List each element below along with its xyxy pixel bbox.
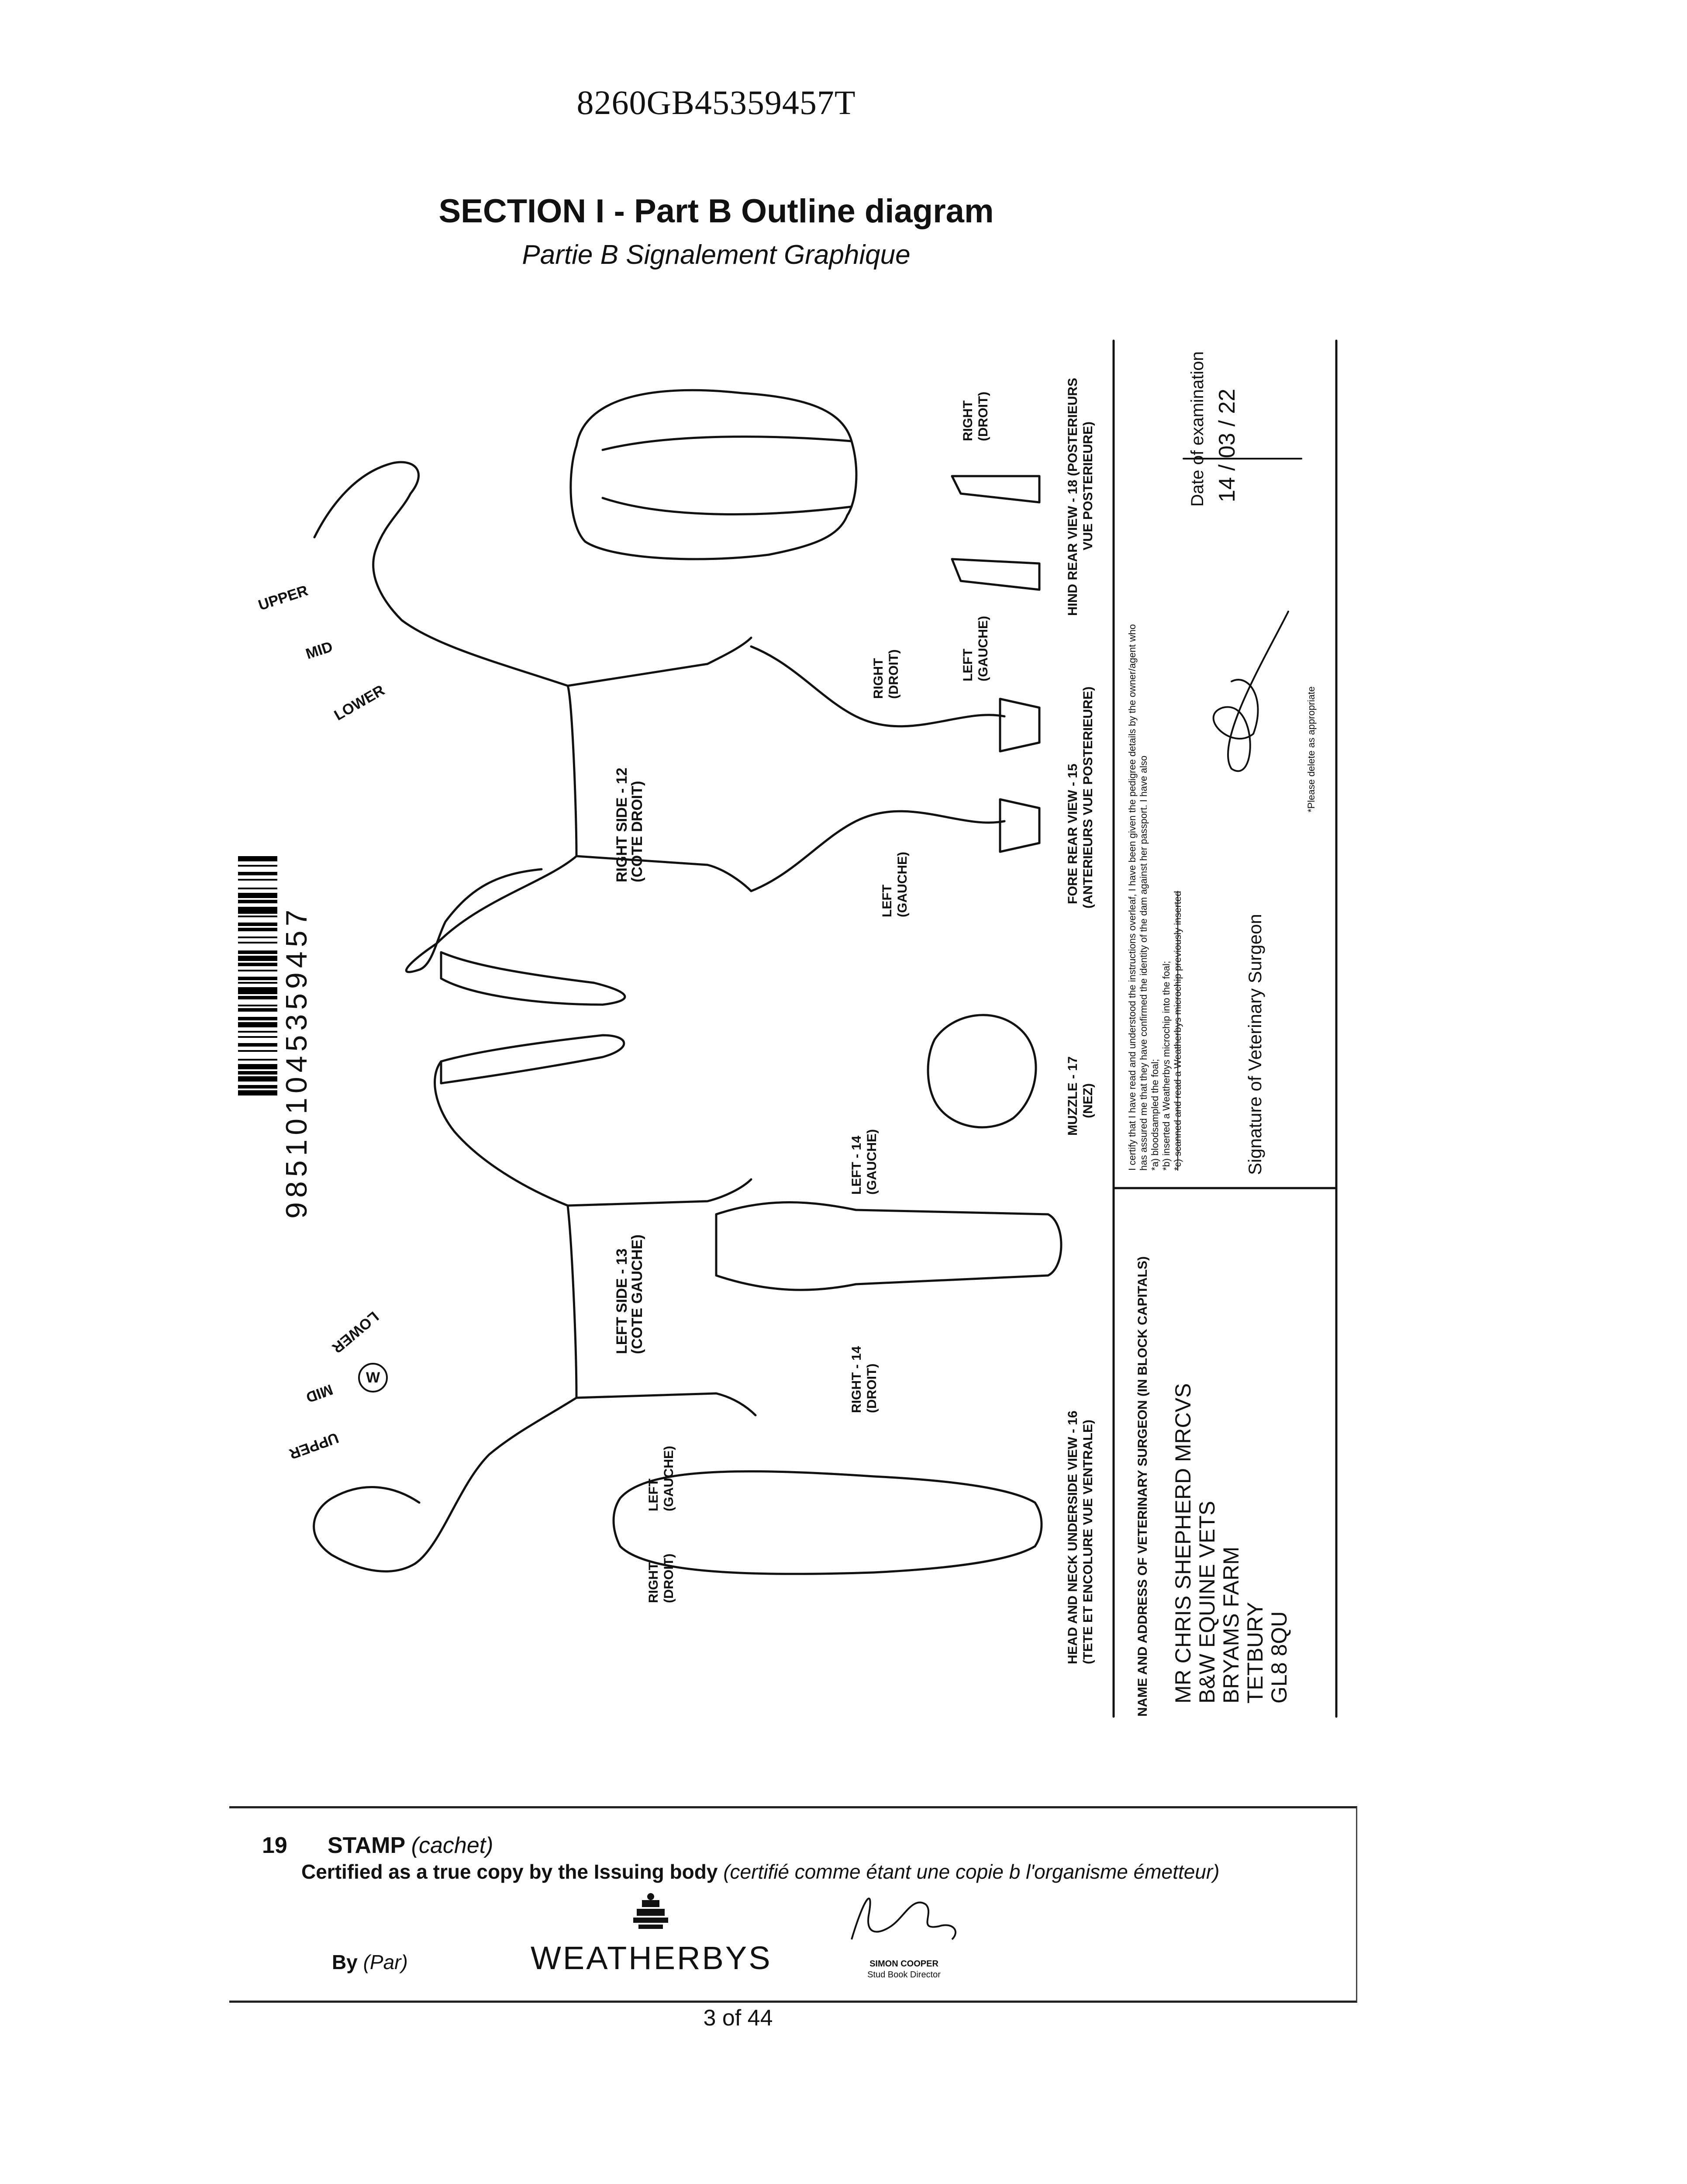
vet-address-line-4: TETBURY [1243,1602,1267,1704]
label-head-neck-view: HEAD AND NECK UNDERSIDE VIEW - 16 [1066,1410,1080,1664]
signer-name: SIMON COOPER [869,1959,938,1969]
label-head-right-fr: (DROIT) [662,1553,676,1603]
label-hind-left-fr: (GAUCHE) [976,616,990,681]
label-fore-rear-view: FORE REAR VIEW - 15 [1066,764,1080,904]
barcode-digits: 985101045359457 [280,905,313,1219]
marker-lower-right: LOWER [331,681,388,724]
page-number: 3 of 44 [703,2005,773,2031]
left-side-tail [441,1035,624,1083]
vet-certification-line-3: *a) bloodsampled the foal; [1149,1059,1160,1171]
label-hind-left: LEFT [961,649,975,681]
by-label-fr: (Par) [363,1951,408,1973]
label-head-left-fr: (GAUCHE) [662,1446,676,1511]
certified-copy-line [301,1860,1220,1883]
label-fore-right: RIGHT [871,658,886,699]
label-fore-rear-view-fr: (ANTERIEURS VUE POSTERIEURE) [1081,686,1095,909]
head-neck-underside-outline [614,1471,1042,1574]
vet-address-line-1: MR CHRIS SHEPHERD MRCVS [1171,1383,1195,1704]
top-view-outline [716,1203,1061,1290]
by-label [332,1950,408,1974]
marker-upper-left: UPPER [287,1429,341,1462]
vet-signature-scribble [1214,612,1288,771]
marker-mid-right: MID [304,638,335,663]
hind-rear-view-outline [571,390,856,559]
label-hind-right-fr: (DROIT) [976,391,990,441]
label-fore-left-fr: (GAUCHE) [895,852,910,917]
label-left-side-fr: (COTE GAUCHE) [629,1234,645,1354]
label-left-14-fr: (GAUCHE) [865,1129,879,1195]
weatherbys-wordmark: WEATHERBYS [531,1940,772,1976]
label-head-left: LEFT [646,1479,661,1511]
vet-signature-label: Signature of Veterinary Surgeon [1245,914,1265,1175]
label-left-side: LEFT SIDE - 13 [614,1248,630,1354]
label-hind-rear-view-fr: VUE POSTERIEURE) [1081,421,1095,550]
signer-role: Stud Book Director [867,1970,941,1980]
vet-certification-line-5: *c) scanned and read a Weatherbys microchip previously inserted [1172,891,1183,1171]
stamp-title-fr: (cachet) [411,1833,493,1858]
vet-address-line-5: GL8 8QU [1267,1611,1291,1704]
right-side-tail [441,952,625,1005]
vet-certification-line-1: I certify that I have read and understood the instructions overleaf, I have been given the pedigree details by the owner/agent who [1127,624,1138,1171]
label-right-14-fr: (DROIT) [865,1363,879,1413]
vet-certification-line-2: has assured me that they have confirmed the identity of the dam against her passport. I have also [1138,755,1149,1171]
date-of-examination-value: 14 / 03 / 22 [1214,388,1240,502]
vet-address-line-2: B&W EQUINE VETS [1195,1501,1219,1704]
delete-note: *Please delete as appropriate [1306,686,1317,812]
certified-copy-fr: (certifié comme étant une copie b l'organisme émetteur) [723,1860,1220,1883]
certified-copy-en: Certified as a true copy by the Issuing body [301,1860,718,1883]
stud-book-director-signature [838,1878,969,1957]
label-fore-right-fr: (DROIT) [887,649,901,699]
label-left-14: LEFT - 14 [849,1135,864,1195]
label-head-right: RIGHT [646,1562,661,1603]
section-title: SECTION I - Part B Outline diagram [438,193,994,230]
label-right-14: RIGHT - 14 [849,1346,864,1413]
stamp-title-en: STAMP [328,1833,405,1858]
label-head-neck-view-fr: (TETE ET ENCOLURE VUE VENTRALE) [1081,1419,1095,1664]
label-right-side-fr: (COTE DROIT) [629,781,645,882]
label-fore-left: LEFT [880,885,894,917]
stamp-section-number: 19 [262,1833,287,1858]
document-id: 8260GB45359457T [576,83,856,121]
date-of-examination-label: Date of examination [1188,351,1207,507]
muzzle-outline [928,1015,1036,1127]
right-side-horse-outline [314,462,576,972]
vet-address-line-3: BRYAMS FARM [1219,1546,1243,1704]
section-subtitle: Partie B Signalement Graphique [522,240,911,270]
vet-name-address-label: NAME AND ADDRESS OF VETERINARY SURGEON (IN BLOCK CAPITALS) [1135,1256,1150,1717]
vet-certification-line-4: *b) inserted a Weatherbys microchip into the foal; [1161,961,1172,1171]
label-hind-right: RIGHT [961,400,975,441]
label-hind-rear-view: HIND REAR VIEW - 18 (POSTERIEURS [1066,377,1080,616]
weatherbys-crest-logo [629,1891,673,1935]
whorl-marker: W [358,1363,388,1393]
marker-mid-left: MID [304,1381,335,1406]
stamp-title [328,1832,493,1859]
label-muzzle-fr: (NEZ) [1081,1083,1095,1118]
marker-upper-right: UPPER [256,582,310,614]
marker-lower-left: LOWER [328,1308,382,1357]
label-muzzle: MUZZLE - 17 [1066,1056,1080,1136]
by-label-en: By [332,1951,358,1973]
label-right-side: RIGHT SIDE - 12 [614,767,630,882]
left-side-horse-outline [314,1398,576,1571]
